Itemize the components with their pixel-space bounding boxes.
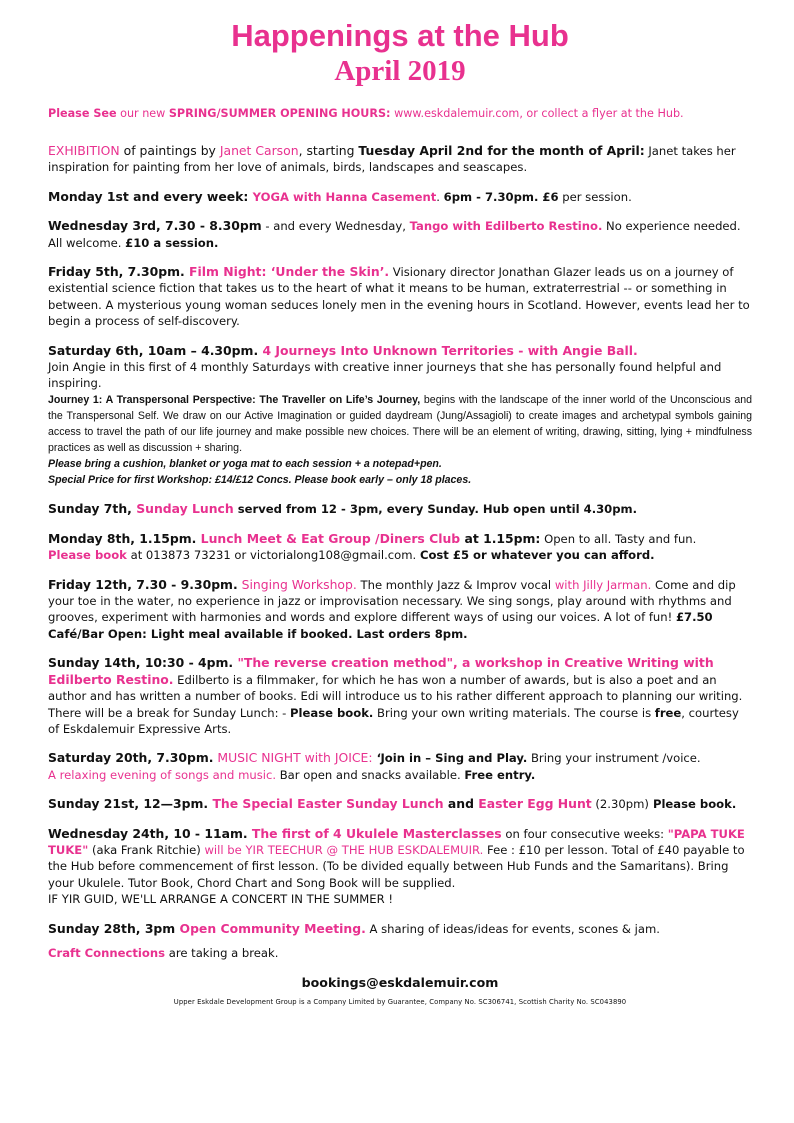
exhibition-date: Tuesday April 2nd for the month of April:	[358, 143, 645, 158]
meeting-text: A sharing of ideas/ideas for events, scones & jam.	[365, 921, 660, 936]
contact-email: bookings@eskdalemuir.com	[301, 975, 499, 991]
writing-text: Bring your own writing materials. The course is	[373, 705, 655, 720]
tango-text: - and every Wednesday,	[261, 219, 410, 234]
journeys-price: Special Price for first Workshop: £14/£12 Concs. Please book early – only 18 places.	[48, 474, 472, 487]
film-title: Film Night: ‘Under the Skin’.	[184, 264, 390, 280]
yoga-title: YOGA with Hanna Casement	[252, 189, 437, 204]
diners-title: Lunch Meet & Eat Group /Diners Club	[196, 530, 461, 546]
music-title: MUSIC NIGHT with JOICE:	[213, 750, 373, 766]
tango-title: Tango with Edilberto Restino.	[409, 219, 603, 234]
journeys-bring: Please bring a cushion, blanket or yoga mat to each session + a notepad+pen.	[48, 458, 442, 471]
ukulele-fee: Fee : £10 per lesson. Total of £40 payable to the Hub before commencement of first lesson. (To be divided equally between Hub Funds and the Samaritans). Bring your Ukulele. Tutor Book, Chord Chart and Song Book will be supplied.	[48, 842, 745, 890]
singing-date: Friday 12th, 7.30 - 9.30pm.	[48, 576, 238, 592]
easter-book: Please book.	[648, 797, 737, 812]
event-exhibition	[48, 143, 752, 176]
easter-title: The Special Easter Sunday Lunch	[208, 796, 444, 812]
yoga-time-price: 6pm - 7.30pm. £6	[443, 189, 559, 204]
event-craft	[48, 945, 752, 961]
exhibition-artist: Janet Carson	[219, 143, 299, 158]
diners-contact: at 013873 73231 or victorialong108@gmail.com.	[126, 548, 420, 563]
singing-price: £7.50 Café/Bar Open: Light meal available if booked. Last orders 8pm.	[48, 610, 713, 641]
ukulele-tutor: "PAPA TUKE TUKE"	[48, 826, 745, 857]
easter-hunt: Easter Egg Hunt	[478, 796, 592, 812]
event-community-meeting	[48, 921, 752, 937]
writing-description: Edilberto is a filmmaker, for which he has won a number of awards, but is also a poet and an author and has written a number of books. Edi will introduce us to his rather different approach to planning our writing. There will be a break for Sunday Lunch: -	[48, 672, 743, 720]
notice-lead: Please See	[48, 107, 117, 120]
music-date: Saturday 20th, 7.30pm.	[48, 750, 214, 766]
event-tango	[48, 218, 752, 251]
music-tagline: ‘Join in – Sing and Play.	[372, 751, 528, 766]
writing-text: , courtesy of Eskdalemuir Expressive Arts.	[48, 705, 739, 736]
company-footnote: Upper Eskdale Development Group is a Company Limited by Guarantee, Company No. SC306741, Scottish Charity No. SC043890	[173, 998, 627, 1007]
singing-description: Come and dip your toe in the water, no experience in jazz or improvisation necessary. We sing songs, play around with rhythms and grooves, experiment with harmonies and words and explore different ways of using our voices. A lot of fun!	[48, 577, 736, 625]
yoga-unit: per session.	[558, 189, 632, 204]
event-sunday-lunch	[48, 501, 752, 517]
exhibition-text: of paintings by	[119, 143, 220, 158]
meeting-title: Open Community Meeting.	[175, 920, 366, 936]
journeys-date: Saturday 6th, 10am – 4.30pm.	[48, 342, 259, 358]
journeys-intro: Join Angie in this first of 4 monthly Saturdays with creative inner journeys that she has personally found helpful and inspiring.	[48, 360, 722, 391]
exhibition-label: EXHIBITION	[48, 143, 120, 158]
tango-date: Wednesday 3rd, 7.30 - 8.30pm	[48, 218, 262, 234]
easter-time: (2.30pm)	[591, 797, 649, 812]
singing-tutor: with Jilly Jarman.	[554, 577, 652, 592]
tango-text: No experience needed. All welcome.	[48, 219, 741, 250]
ukulele-teechur: will be YIR TEECHUR @ THE HUB ESKDALEMUIR.	[204, 842, 484, 857]
page-subtitle: April 2019	[334, 55, 466, 87]
exhibition-text: , starting	[298, 143, 359, 158]
ukulele-aka: (aka Frank Ritchie)	[88, 842, 205, 857]
journeys-details	[48, 392, 752, 456]
notice-hours: SPRING/SUMMER OPENING HOURS:	[168, 107, 391, 120]
diners-time: at 1.15pm:	[460, 530, 541, 546]
notice-mid: our new	[116, 107, 169, 120]
craft-title: Craft Connections	[48, 945, 166, 960]
event-easter	[48, 796, 752, 812]
singing-title: Singing Workshop.	[237, 576, 357, 592]
event-yoga	[48, 189, 752, 205]
ukulele-text: on four consecutive weeks:	[501, 826, 668, 841]
writing-date: Sunday 14th, 10:30 - 4pm.	[48, 655, 234, 671]
event-music-night	[48, 750, 752, 783]
event-creative-writing	[48, 655, 752, 737]
tango-price: £10 a session.	[125, 235, 219, 250]
journeys-subtitle: Journey 1: A Transpersonal Perspective: The Traveller on Life’s Journey,	[48, 393, 421, 406]
journeys-title: 4 Journeys Into Unknown Territories - with Angie Ball.	[258, 342, 638, 358]
page-title: Happenings at the Hub	[231, 18, 569, 53]
yoga-date: Monday 1st and every week:	[48, 188, 253, 204]
writing-free: free	[654, 705, 682, 720]
meeting-date: Sunday 28th, 3pm	[48, 920, 176, 936]
event-film	[48, 264, 752, 330]
yoga-sep: .	[436, 189, 444, 204]
diners-text: Open to all. Tasty and fun.	[540, 531, 697, 546]
ukulele-title: The first of 4 Ukulele Masterclasses	[247, 825, 502, 841]
flyer-page	[48, 18, 752, 1006]
film-description: Visionary director Jonathan Glazer leads us on a journey of existential science fiction that takes us to the heart of what it means to be human, extraterrestrial -- or something in between. A mysterious young woman seduces lonely men in the evening hours in Scotland. However, events lead her to begin a process of self-discovery.	[48, 265, 750, 329]
easter-and: and	[443, 796, 479, 812]
ukulele-date: Wednesday 24th, 10 - 11am.	[48, 825, 248, 841]
lunch-text: served from 12 - 3pm, every Sunday. Hub open until 4.30pm.	[233, 502, 638, 517]
craft-text: are taking a break.	[165, 945, 279, 960]
singing-text: The monthly Jazz & Improv vocal	[356, 577, 555, 592]
journeys-description: begins with the landscape of the inner world of the Unconscious and the Transpersonal Self. We draw on our Active Imagination or guided daydream (Jung/Assagioli) to create images and archetypal symbols gaining access to travel the path of our life journey and make possible new choices. There will be an element of writing, drawing, sitting, lying + mindfulness practices as well as discussion + sharing.	[48, 393, 752, 455]
lunch-date: Sunday 7th,	[48, 501, 137, 517]
ukulele-concert: IF YIR GUID, WE'LL ARRANGE A CONCERT IN THE SUMMER !	[48, 892, 394, 907]
exhibition-description: Janet takes her inspiration for painting from her love of animals, birds, landscapes and seascapes.	[48, 144, 736, 175]
writing-book: Please book.	[290, 705, 374, 720]
notice-rest: www.eskdalemuir.com, or collect a flyer at the Hub.	[390, 107, 684, 120]
music-text: Bring your instrument /voice.	[527, 751, 701, 766]
diners-cost: Cost £5 or whatever you can afford.	[419, 548, 655, 563]
easter-date: Sunday 21st, 12—3pm.	[48, 796, 209, 812]
music-relax: A relaxing evening of songs and music.	[48, 767, 277, 782]
event-diners-club	[48, 531, 752, 564]
lunch-title: Sunday Lunch	[136, 501, 234, 517]
film-date: Friday 5th, 7.30pm.	[48, 264, 185, 280]
event-journeys	[48, 343, 752, 489]
music-free: Free entry.	[464, 767, 536, 782]
opening-hours-notice	[48, 106, 752, 121]
writing-title: "The reverse creation method", a workshop in Creative Writing with Edilberto Restino.	[48, 655, 714, 687]
diners-date: Monday 8th, 1.15pm.	[48, 530, 197, 546]
diners-book: Please book	[48, 548, 127, 563]
music-bar: Bar open and snacks available.	[276, 767, 465, 782]
event-singing	[48, 577, 752, 643]
event-ukulele	[48, 826, 752, 908]
